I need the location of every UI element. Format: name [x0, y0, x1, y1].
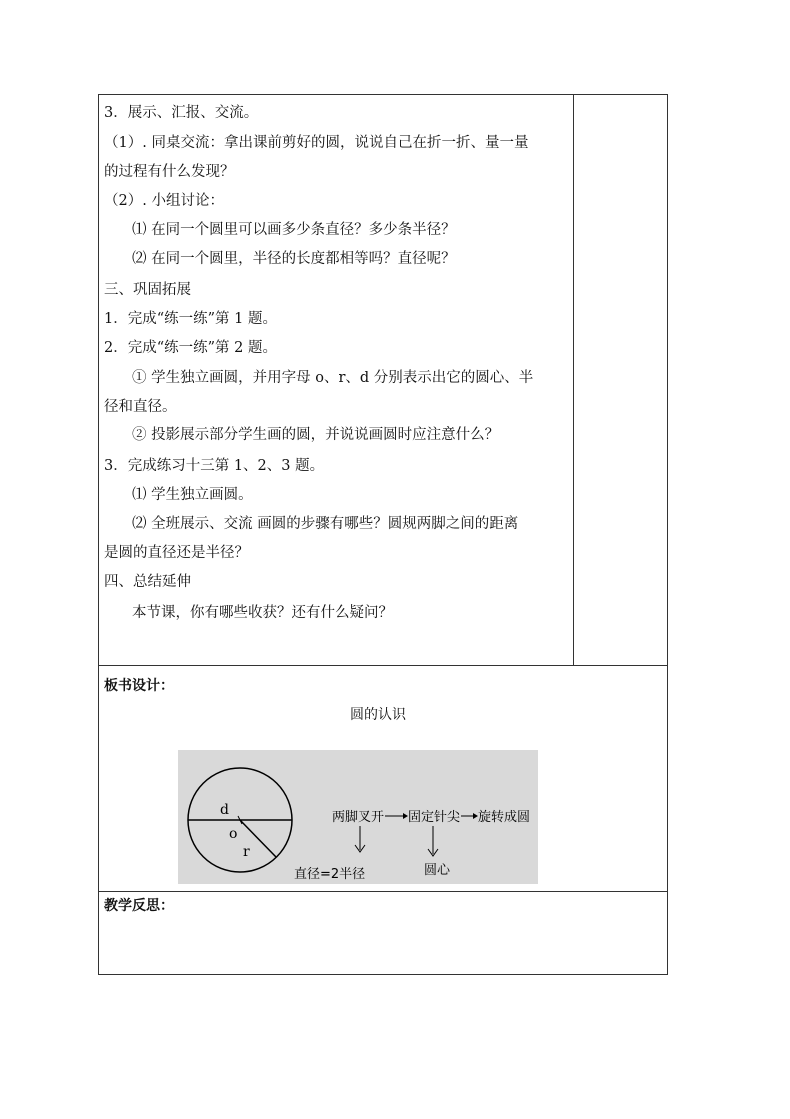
- line-16: 是圆的直径还是半径？: [104, 545, 249, 561]
- line-5: ⑴ 在同一个圆里可以画多少条直径？多少条半径？: [132, 222, 456, 238]
- line-12: ② 投影展示部分学生画的圆，并说说画圆时应注意什么？: [132, 427, 500, 443]
- line-4: （2）. 小组讨论：: [104, 193, 224, 209]
- row-divider-board: [98, 665, 668, 666]
- reflection-label: 教学反思：: [104, 898, 174, 914]
- line-18: 本节课，你有哪些收获？还有什么疑问？: [132, 605, 393, 621]
- board-label: 板书设计：: [104, 678, 174, 694]
- line-3: 的过程有什么发现？: [104, 164, 235, 180]
- step-rotate-circle: 旋转成圆: [478, 810, 531, 825]
- diagram-svg: [178, 750, 538, 884]
- line-17: 四、总结延伸: [104, 574, 191, 590]
- line-7: 三、巩固拓展: [104, 282, 191, 298]
- column-divider: [573, 94, 574, 665]
- step-fix-needle: 固定针尖: [408, 810, 461, 825]
- line-9: 2．完成“练一练”第 2 题。: [104, 340, 277, 356]
- line-13: 3．完成练习十三第 1、2、3 题。: [104, 458, 325, 474]
- label-d: d: [220, 802, 229, 818]
- line-1: 3．展示、汇报、交流。: [104, 105, 259, 121]
- relation-text: 直径=2半径: [294, 867, 366, 882]
- label-o: o: [229, 826, 238, 842]
- line-14: ⑴ 学生独立画圆。: [132, 487, 253, 503]
- board-diagram: [178, 750, 538, 884]
- line-15: ⑵ 全班展示、交流 画圆的步骤有哪些？圆规两脚之间的距离: [132, 516, 519, 532]
- line-10: ① 学生独立画圆，并用字母 o、r、d 分别表示出它的圆心、半: [132, 370, 534, 386]
- board-title: 圆的认识: [350, 707, 406, 723]
- line-6: ⑵ 在同一个圆里，半径的长度都相等吗？直径呢？: [132, 251, 456, 267]
- row-divider-reflection: [98, 891, 668, 892]
- line-11: 径和直径。: [104, 399, 177, 415]
- step-spread-legs: 两脚叉开: [332, 810, 385, 825]
- label-r: r: [243, 844, 250, 860]
- center-text: 圆心: [424, 863, 451, 878]
- line-8: 1．完成“练一练”第 1 题。: [104, 311, 277, 327]
- line-2: （1）. 同桌交流：拿出课前剪好的圆，说说自己在折一折、量一量: [104, 135, 529, 151]
